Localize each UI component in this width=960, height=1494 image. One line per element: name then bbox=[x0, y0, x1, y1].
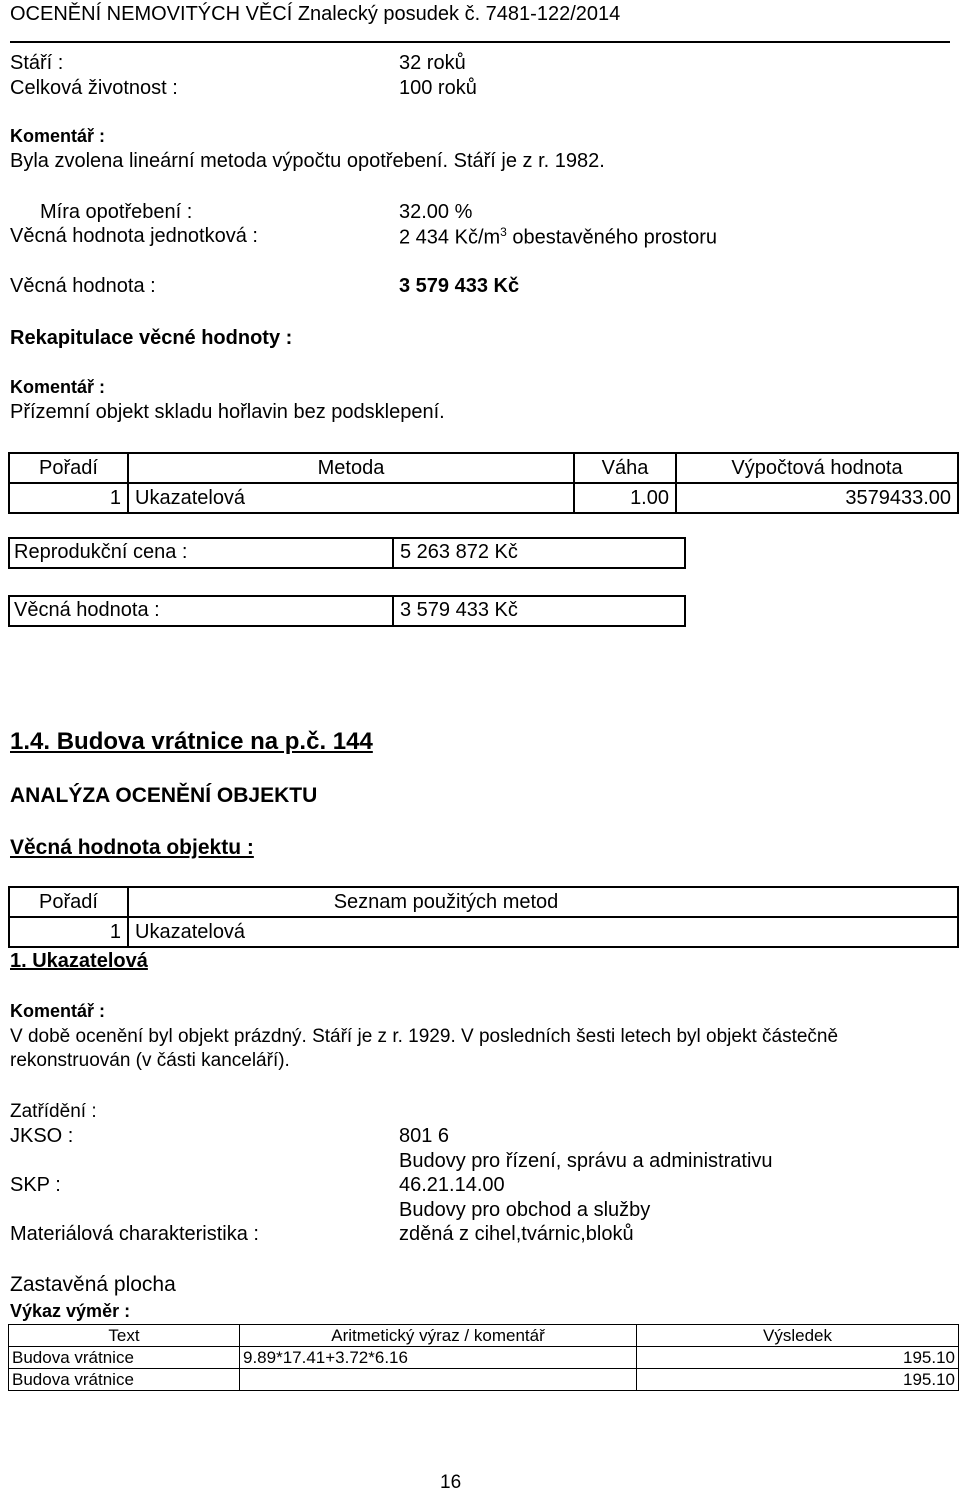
measurements-table bbox=[8, 1324, 959, 1391]
table-row bbox=[9, 483, 958, 513]
measurements-label: Výkaz výměr : bbox=[10, 1301, 131, 1321]
cell-text: Budova vrátnice bbox=[9, 1369, 240, 1391]
cell-expression: 9.89*17.41+3.72*6.16 bbox=[240, 1347, 637, 1369]
table-header-row bbox=[9, 1325, 959, 1347]
recap-comment-text: Přízemní objekt skladu hořlavin bez podsklepení. bbox=[10, 401, 445, 423]
reproduction-cost-box bbox=[8, 537, 686, 569]
methods-table bbox=[8, 886, 959, 948]
comment-text: Byla zvolena lineární metoda výpočtu opotřebení. Stáří je z r. 1982. bbox=[10, 150, 605, 172]
recap-table bbox=[8, 452, 959, 514]
header-expression: Aritmetický výraz / komentář bbox=[240, 1325, 637, 1347]
table-header-row bbox=[9, 453, 958, 483]
depreciation-label: Míra opotřebení : bbox=[40, 201, 193, 223]
cell-text: Budova vrátnice bbox=[9, 1347, 240, 1369]
reproduction-cost-value: 5 263 872 Kč bbox=[400, 541, 518, 563]
methods-cell-name: Ukazatelová bbox=[135, 920, 246, 943]
cell-hodnota: 3579433.00 bbox=[676, 483, 958, 513]
unit-value: 2 434 $Kč/m^3$ obestavěného prostoru bbox=[399, 225, 718, 249]
table-row bbox=[9, 917, 958, 947]
header-vaha: Váha bbox=[574, 453, 676, 483]
cell-result: 195.10 bbox=[637, 1369, 959, 1391]
comment-label: Komentář : bbox=[10, 126, 106, 146]
asset-value-box-label: Věcná hodnota : bbox=[14, 599, 160, 621]
recap-comment-label: Komentář : bbox=[10, 377, 106, 397]
built-area-title: Zastavěná plocha bbox=[10, 1273, 176, 1296]
section-heading: 1.4. Budova vrátnice na p.č. 144 bbox=[10, 728, 373, 755]
lifespan-value: 100 roků bbox=[399, 77, 477, 99]
jkso-value: 801 6 bbox=[399, 1125, 450, 1147]
header-text: Text bbox=[9, 1325, 240, 1347]
depreciation-value: 32.00 % bbox=[399, 201, 473, 223]
document-header-title: OCENĚNÍ NEMOVITÝCH VĚCÍ Znalecký posudek č. 7481-122/2014 bbox=[10, 3, 621, 25]
methods-header-seznam: Seznam použitých metod bbox=[128, 887, 958, 917]
cell-result: 195.10 bbox=[637, 1347, 959, 1369]
table-row bbox=[9, 1347, 959, 1369]
cell-vaha: 1.00 bbox=[574, 483, 676, 513]
object-value-heading: Věcná hodnota objektu : bbox=[10, 836, 254, 859]
cell-poradi: 1 bbox=[9, 483, 128, 513]
page-number: 16 bbox=[440, 1472, 462, 1493]
analysis-heading: ANALÝZA OCENĚNÍ OBJEKTU bbox=[10, 784, 318, 807]
material-label: Materiálová charakteristika : bbox=[10, 1223, 259, 1245]
header-divider bbox=[10, 41, 950, 43]
age-value: 32 roků bbox=[399, 52, 466, 74]
asset-value-box bbox=[8, 595, 686, 627]
header-vypoctova: Výpočtová hodnota bbox=[676, 453, 958, 483]
lifespan-label: Celková životnost : bbox=[10, 77, 178, 99]
asset-value-label: Věcná hodnota : bbox=[10, 275, 156, 297]
methods-header-poradi: Pořadí bbox=[9, 887, 128, 917]
box-divider bbox=[392, 597, 394, 625]
cell-expression bbox=[240, 1369, 637, 1391]
skp-value: 46.21.14.00 bbox=[399, 1174, 505, 1196]
unit-value-label: Věcná hodnota jednotková : bbox=[10, 225, 258, 247]
table-row bbox=[9, 1369, 959, 1391]
box-divider bbox=[392, 539, 394, 567]
material-value: zděná z cihel,tvárnic,bloků bbox=[399, 1223, 634, 1245]
asset-value-box-value: 3 579 433 Kč bbox=[400, 599, 518, 621]
age-label: Stáří : bbox=[10, 52, 64, 74]
jkso-description: Budovy pro řízení, správu a administrativu bbox=[399, 1150, 773, 1172]
methods-cell-no: 1 bbox=[9, 917, 128, 947]
cell-metoda: Ukazatelová bbox=[128, 483, 574, 513]
classification-label: Zatřídění : bbox=[10, 1101, 97, 1122]
recap-title: Rekapitulace věcné hodnoty : bbox=[10, 327, 293, 349]
jkso-label: JKSO : bbox=[10, 1125, 74, 1147]
skp-label: SKP : bbox=[10, 1174, 61, 1196]
comment2-label: Komentář : bbox=[10, 1001, 106, 1021]
comment2-line1: V době ocenění byl objekt prázdný. Stáří je z r. 1929. V posledních šesti letech byl objekt částečně bbox=[10, 1026, 839, 1047]
header-metoda: Metoda bbox=[128, 453, 574, 483]
asset-value: 3 579 433 Kč bbox=[399, 275, 520, 297]
methods-header-row bbox=[9, 887, 958, 917]
method-title: 1. Ukazatelová bbox=[10, 950, 148, 972]
skp-description: Budovy pro obchod a služby bbox=[399, 1199, 651, 1221]
comment2-line2: rekonstruován (v části kanceláří). bbox=[10, 1050, 290, 1071]
reproduction-cost-label: Reprodukční cena : bbox=[14, 541, 188, 563]
header-result: Výsledek bbox=[637, 1325, 959, 1347]
header-poradi: Pořadí bbox=[9, 453, 128, 483]
